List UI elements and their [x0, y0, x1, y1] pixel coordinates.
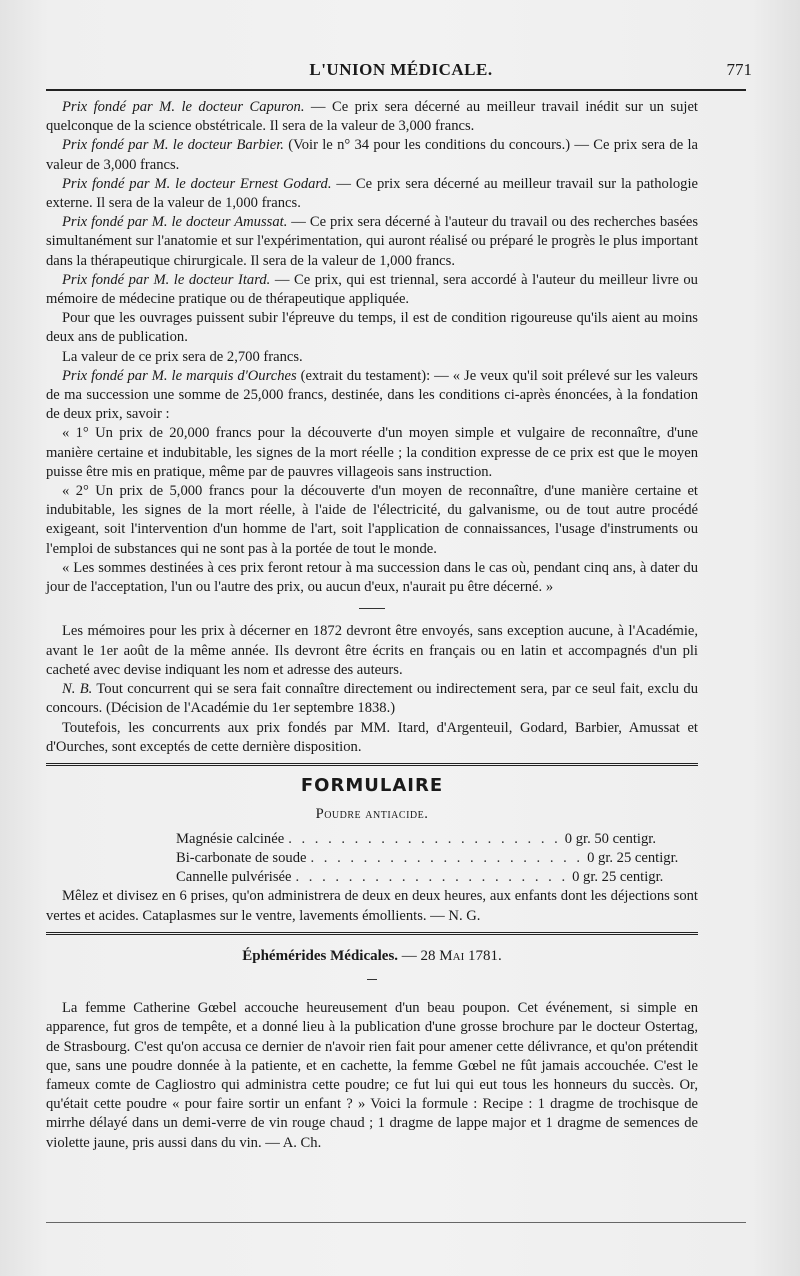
ingredient-name: Cannelle pulvérisée [176, 869, 292, 886]
ephemerides-text: La femme Catherine Gœbel accouche heureusement d'un beau poupon. Cet événement, si simple en apparence, fut gros de tempête, et a donné lieu à la publication d'une grosse brochure par le docteur Ostertag, de Strasbourg. C'est qu'on accusa ce dernier de n'avoir rien fait pour amener cette délivrance, et qu'on prétendit que, sans une poudre donnée à la patiente, et en cachette, la femme Gœbel ne fût jamais accouchée. C'est le fameux comte de Cagliostro qui administra cette poudre; ce fut lui qui eut tous les honneurs du succès. Or, qu'était cette poudre « pour faire sortir un enfant ? » Voici la formule : Recipe : 1 dragme de trochisque de mirrhe délayé dans un demi-verre de vin rouge chaud ; 1 dragme de lappe major et 1 dragme de semences de violette jaune, pris aussi dans du vin. — A. Ch. [46, 1000, 698, 1151]
nb-paragraph [46, 680, 698, 718]
prize-barbier [46, 136, 698, 174]
ourches-item-1: « 1° Un prix de 20,000 francs pour la découverte d'un moyen simple et vulgaire de reconnaître, d'une manière certaine et indubitable, les signes de la mort réelle ; la condition expresse de ce prix est que le moyen puisse être mis en pratique, même par de pauvres villageois sans instruction. [46, 425, 698, 480]
prize-godard [46, 175, 698, 213]
leader-dots: . . . . . . . . . . . . . . . . . . . . . [288, 831, 561, 848]
prize-ourches [46, 367, 698, 425]
recipe-instructions: Mêlez et divisez en 6 prises, qu'on administrera de deux en deux heures, aux enfants dont les déjections sont vertes et acides. Cataplasmes sur le ventre, lavements émollients. — N. G. [46, 888, 698, 924]
ourches-item-2: « 2° Un prix de 5,000 francs pour la découverte d'un moyen de reconnaître, d'une manière certaine et indubitable, les signes de la mort réelle, à l'aide de l'électricité, du galvanisme, ou de tout autre procédé exigeant, soit l'intervention d'un homme de l'art, soit l'application de connaissances, l'usage d'instruments ou l'emploi de substances qui ne sont pas à la portée de tout le monde. [46, 483, 698, 557]
ingredient-dose: 0 gr. 25 centigr. [587, 850, 679, 867]
page-number: 771 [726, 60, 752, 79]
ephemerides-dash [46, 970, 698, 989]
itard-condition: Pour que les ouvrages puissent subir l'épreuve du temps, il est de condition rigoureuse qu'ils aient au moins deux ans de publication. [46, 310, 698, 346]
toutefois-paragraph: Toutefois, les concurrents aux prix fondés par MM. Itard, d'Argenteuil, Godard, Barbier, Amussat et d'Ourches, sont exceptés de cette dernière disposition. [46, 719, 698, 755]
leader-dots: . . . . . . . . . . . . . . . . . . . . . [310, 850, 584, 867]
prize-capuron [46, 98, 698, 136]
formulaire-title: FORMULAIRE [300, 774, 444, 796]
header-rule [46, 89, 746, 91]
footer-rule [46, 1222, 746, 1223]
prize-lead: Prix fondé par M. le docteur Amussat. [62, 214, 288, 231]
prize-lead: Prix fondé par M. le docteur Itard. [62, 271, 271, 288]
prize-text: — Ce prix sera décerné au meilleur travail inédit sur un sujet quelconque de la science obstétricale. Il sera de la valeur de 3,000 francs. [46, 99, 698, 135]
formulaire-subtitle: Poudre antiacide. [315, 806, 429, 823]
ephemerides-heading [46, 947, 698, 966]
ourches-item-3: « Les sommes destinées à ces prix feront retour à ma succession dans le cas où, pendant cinq ans, à dater du jour de l'acceptation, l'un ou l'autre des prix, ou aucun d'eux, n'aurait pu être décerné. » [46, 559, 698, 596]
leader-dots: . . . . . . . . . . . . . . . . . . . . . [295, 869, 569, 886]
memoires-paragraph: Les mémoires pour les prix à décerner en 1872 devront être envoyés, sans exception aucune, à l'Académie, avant le 1er août de la même année. Ils devront être écrits en français ou en latin et accompagnés d'un pli cacheté avec devise indiquant les nom et adresse des auteurs. [46, 623, 698, 678]
ephemerides-date: — 28 Mai 1781. [401, 947, 502, 964]
prize-text: (extrait du testament): — « Je veux qu'il soit prélevé sur les valeurs de ma succession une somme de 25,000 francs, destinée, dans les conditions ci-après énoncées, à la fondation de deux prix, savoir : [46, 367, 698, 423]
ephemerides-title: Éphémérides Médicales. [242, 947, 399, 964]
article-body [46, 98, 698, 1153]
recipe-item [176, 849, 679, 868]
recipe-item [176, 868, 664, 887]
recipe-list [176, 830, 679, 887]
ingredient-name: Magnésie calcinée [176, 831, 285, 848]
page-header [46, 56, 756, 86]
ingredient-name: Bi-carbonate de soude [176, 850, 307, 867]
ephemerides-rule [46, 932, 698, 935]
prize-lead: Prix fondé par M. le marquis d'Ourches [62, 367, 297, 384]
prize-text: — Ce prix, qui est triennal, sera accordé à l'auteur du meilleur livre ou mémoire de médecine pratique ou de thérapeutique appliquée. [46, 271, 698, 308]
prize-itard [46, 271, 698, 309]
prize-text: — Ce prix sera décerné à l'auteur du travail ou des recherches basées simultanément sur l'anatomie et sur l'expérimentation, qui auront réalisé ou préparé le progrès le plus important dans la thérapeutique chirurgicale. Il sera de la valeur de 1,000 francs. [46, 214, 698, 269]
ingredient-dose: 0 gr. 25 centigr. [572, 869, 664, 886]
ingredient-dose: 0 gr. 50 centigr. [564, 831, 656, 848]
nb-lead: N. B. [62, 681, 93, 698]
journal-title: L'UNION MÉDICALE. [309, 60, 493, 79]
section-separator [46, 599, 698, 618]
prize-lead: Prix fondé par M. le docteur Ernest Godard. [62, 175, 332, 192]
prize-lead: Prix fondé par M. le docteur Barbier. [62, 137, 284, 154]
prize-amussat [46, 213, 698, 271]
formulaire-rule [46, 763, 698, 766]
nb-text: Tout concurrent qui se sera fait connaître directement ou indirectement sera, par ce seul fait, exclu du concours. (Décision de l'Académie du 1er septembre 1838.) [46, 681, 699, 717]
prize-text: — Ce prix sera décerné au meilleur travail sur la pathologie externe. Il sera de la valeur de 1,000 francs. [46, 175, 698, 212]
prize-lead: Prix fondé par M. le docteur Capuron. [62, 99, 305, 115]
recipe-item [176, 830, 656, 849]
itard-value: La valeur de ce prix sera de 2,700 francs. [62, 348, 303, 365]
prize-text: (Voir le n° 34 pour les conditions du concours.) — Ce prix sera de la valeur de 3,000 francs. [46, 137, 698, 173]
